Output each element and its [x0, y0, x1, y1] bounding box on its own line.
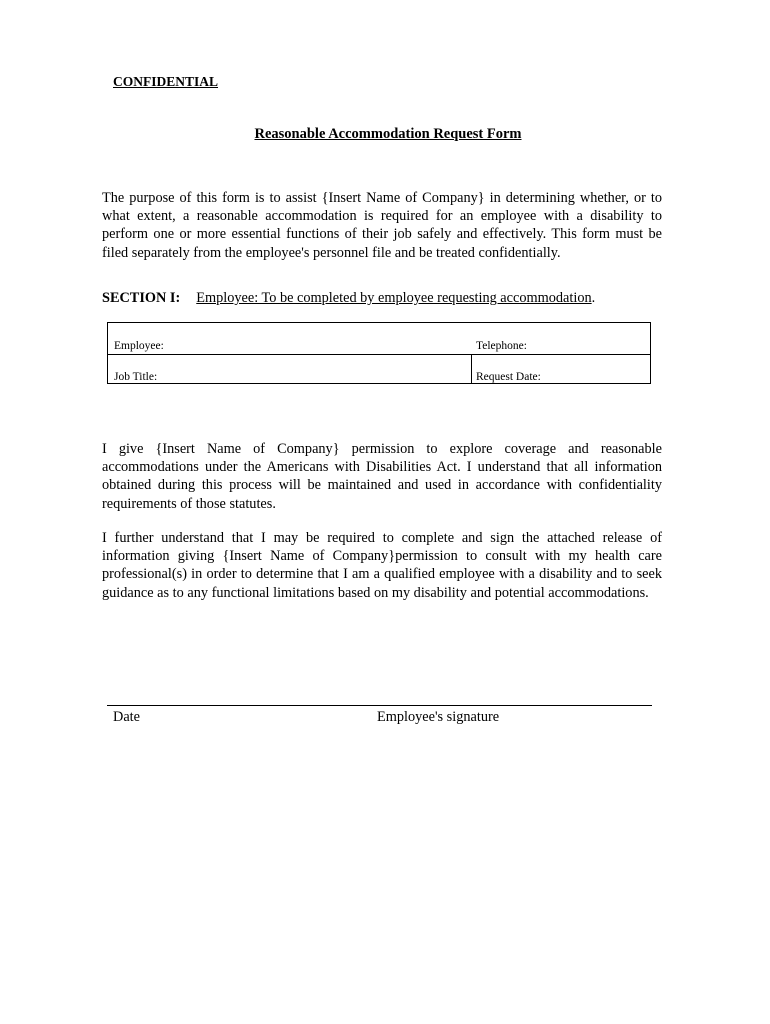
confidential-label: CONFIDENTIAL — [113, 74, 219, 89]
section-heading — [102, 290, 662, 307]
permission-paragraph: I give {Insert Name of Company} permission to explore coverage and reasonable accommodations under the Americans with Disabilities Act. I understand that all information obtained during this process will be maintained and used in accordance with confidentiality requirements of those statutes. — [102, 441, 662, 512]
signature-line[interactable] — [107, 705, 652, 706]
employee-signature-label: Employee's signature — [377, 709, 500, 725]
section-description: Employee: To be completed by employee requesting accommodation — [196, 290, 592, 306]
employee-field[interactable]: Employee: — [114, 340, 164, 352]
employee-info-table — [107, 322, 651, 384]
request-date-field[interactable]: Request Date: — [476, 371, 541, 383]
table-column-divider — [471, 354, 472, 383]
table-row-divider — [108, 354, 650, 355]
section-trailing-period: . — [591, 290, 596, 306]
purpose-paragraph: The purpose of this form is to assist {Insert Name of Company} in determining whether, or to what extent, a reasonable accommodation is required for an employee with a disability to perform one or more essential functions of their job safely and effectively. This form must be filed separately from the employee's personnel file and be treated confidentially. — [102, 190, 662, 261]
form-title: Reasonable Accommodation Request Form — [254, 126, 522, 142]
job-title-field[interactable]: Job Title: — [114, 371, 158, 383]
telephone-field[interactable]: Telephone: — [476, 340, 527, 352]
release-paragraph: I further understand that I may be required to complete and sign the attached release of information giving {Insert Name of Company}permission to consult with my health care professional(s) in order to determine that I am a qualified employee with a disability and to seek guidance as to any functional limitations based on my disability and potential accommodations. — [102, 530, 662, 601]
section-label: SECTION I: — [102, 290, 181, 306]
date-label: Date — [113, 709, 140, 725]
